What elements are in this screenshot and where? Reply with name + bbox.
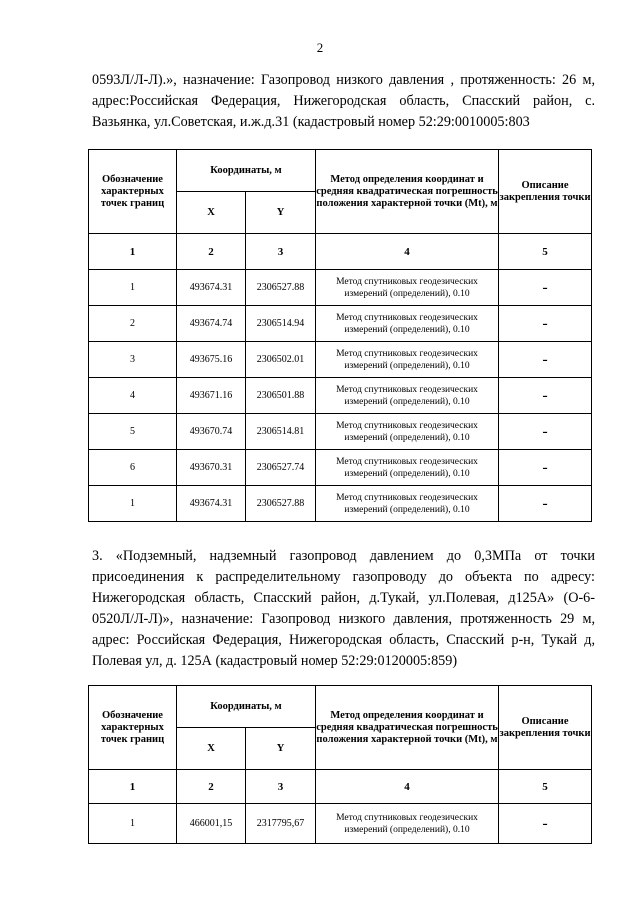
point-cell: 1 — [89, 270, 177, 306]
y-cell: 2306514.81 — [246, 414, 316, 450]
method-cell: Метод спутниковых геодезических измерений (определений), 0.10 — [316, 804, 499, 844]
description-cell: - — [499, 342, 592, 378]
point-cell: 5 — [89, 414, 177, 450]
point-cell: 2 — [89, 306, 177, 342]
description-cell: - — [499, 804, 592, 844]
page-number: 2 — [316, 40, 324, 55]
description-cell: - — [499, 306, 592, 342]
point-cell: 1 — [89, 486, 177, 522]
header-x: X — [177, 192, 246, 234]
x-cell: 493674.74 — [177, 306, 246, 342]
method-cell: Метод спутниковых геодезических измерений (определений), 0.10 — [316, 450, 499, 486]
y-cell: 2306502.01 — [246, 342, 316, 378]
point-cell: 4 — [89, 378, 177, 414]
y-cell: 2306501.88 — [246, 378, 316, 414]
x-cell: 493675.16 — [177, 342, 246, 378]
description-cell: - — [499, 270, 592, 306]
header-x: X — [177, 728, 246, 770]
y-cell: 2306527.88 — [246, 270, 316, 306]
table-row — [89, 804, 592, 844]
y-cell: 2306527.74 — [246, 450, 316, 486]
method-cell: Метод спутниковых геодезических измерений (определений), 0.10 — [316, 270, 499, 306]
coordinates-table-1 — [88, 149, 592, 522]
header-y: Y — [246, 728, 316, 770]
table-row — [89, 486, 592, 522]
index-cell: 3 — [246, 770, 316, 804]
method-cell: Метод спутниковых геодезических измерений (определений), 0.10 — [316, 486, 499, 522]
point-cell: 6 — [89, 450, 177, 486]
x-cell: 493671.16 — [177, 378, 246, 414]
method-cell: Метод спутниковых геодезических измерений (определений), 0.10 — [316, 342, 499, 378]
header-point-designation: Обозначение характерных точек границ — [89, 150, 177, 234]
y-cell: 2306514.94 — [246, 306, 316, 342]
paragraph-gas-pipeline-tukay: 3. «Подземный, надземный газопровод давлением до 0,3МПа от точки присоединения к распределительному газопроводу до объекта по адресу: Нижегородская область, Спасский район, д.Тукай, ул.Полевая, д125А» (О-6-0520Л/Л-Л)», назначение: Газопровод низкого давления, протяженность 29 м, адрес: Российская Федерация, Нижегородская область, Спасский р-н, Тукай д, Полевая ул, д. 125А (кадастровый номер 52:29:0120005:859) — [92, 548, 595, 669]
description-cell: - — [499, 414, 592, 450]
method-cell: Метод спутниковых геодезических измерений (определений), 0.10 — [316, 306, 499, 342]
index-cell: 4 — [316, 770, 499, 804]
table-row — [89, 378, 592, 414]
y-cell: 2306527.88 — [246, 486, 316, 522]
x-cell: 493670.74 — [177, 414, 246, 450]
description-cell: - — [499, 378, 592, 414]
index-cell: 3 — [246, 234, 316, 270]
table-row — [89, 270, 592, 306]
x-cell: 493674.31 — [177, 486, 246, 522]
header-point-designation: Обозначение характерных точек границ — [89, 686, 177, 770]
table-row — [89, 306, 592, 342]
method-cell: Метод спутниковых геодезических измерений (определений), 0.10 — [316, 414, 499, 450]
header-y: Y — [246, 192, 316, 234]
x-cell: 466001,15 — [177, 804, 246, 844]
header-coordinates: Координаты, м — [177, 150, 316, 192]
x-cell: 493670.31 — [177, 450, 246, 486]
description-cell: - — [499, 450, 592, 486]
coordinates-table-2 — [88, 685, 592, 844]
index-cell: 5 — [499, 770, 592, 804]
point-cell: 3 — [89, 342, 177, 378]
index-cell: 4 — [316, 234, 499, 270]
x-cell: 493674.31 — [177, 270, 246, 306]
index-cell: 2 — [177, 234, 246, 270]
method-cell: Метод спутниковых геодезических измерений (определений), 0.10 — [316, 378, 499, 414]
index-cell: 2 — [177, 770, 246, 804]
table-row — [89, 342, 592, 378]
table-row — [89, 450, 592, 486]
index-cell: 5 — [499, 234, 592, 270]
header-description: Описание закрепления точки — [499, 686, 592, 770]
paragraph-gas-pipeline-vazyanka: 0593Л/Л-Л).», назначение: Газопровод низкого давления , протяженность: 26 м, адрес:Российская Федерация, Нижегородская область, Спасский район, с. Вазьянка, ул.Советская, и.ж.д.31 (кадастровый номер 52:29:0010005:803 — [92, 72, 595, 130]
description-cell: - — [499, 486, 592, 522]
table-row — [89, 414, 592, 450]
header-method: Метод определения координат и средняя квадратическая погрешность положения характерной точки (Mt), м — [316, 686, 499, 770]
index-cell: 1 — [89, 234, 177, 270]
point-cell: 1 — [89, 804, 177, 844]
header-coordinates: Координаты, м — [177, 686, 316, 728]
header-method: Метод определения координат и средняя квадратическая погрешность положения характерной точки (Mt), м — [316, 150, 499, 234]
y-cell: 2317795,67 — [246, 804, 316, 844]
index-cell: 1 — [89, 770, 177, 804]
header-description: Описание закрепления точки — [499, 150, 592, 234]
